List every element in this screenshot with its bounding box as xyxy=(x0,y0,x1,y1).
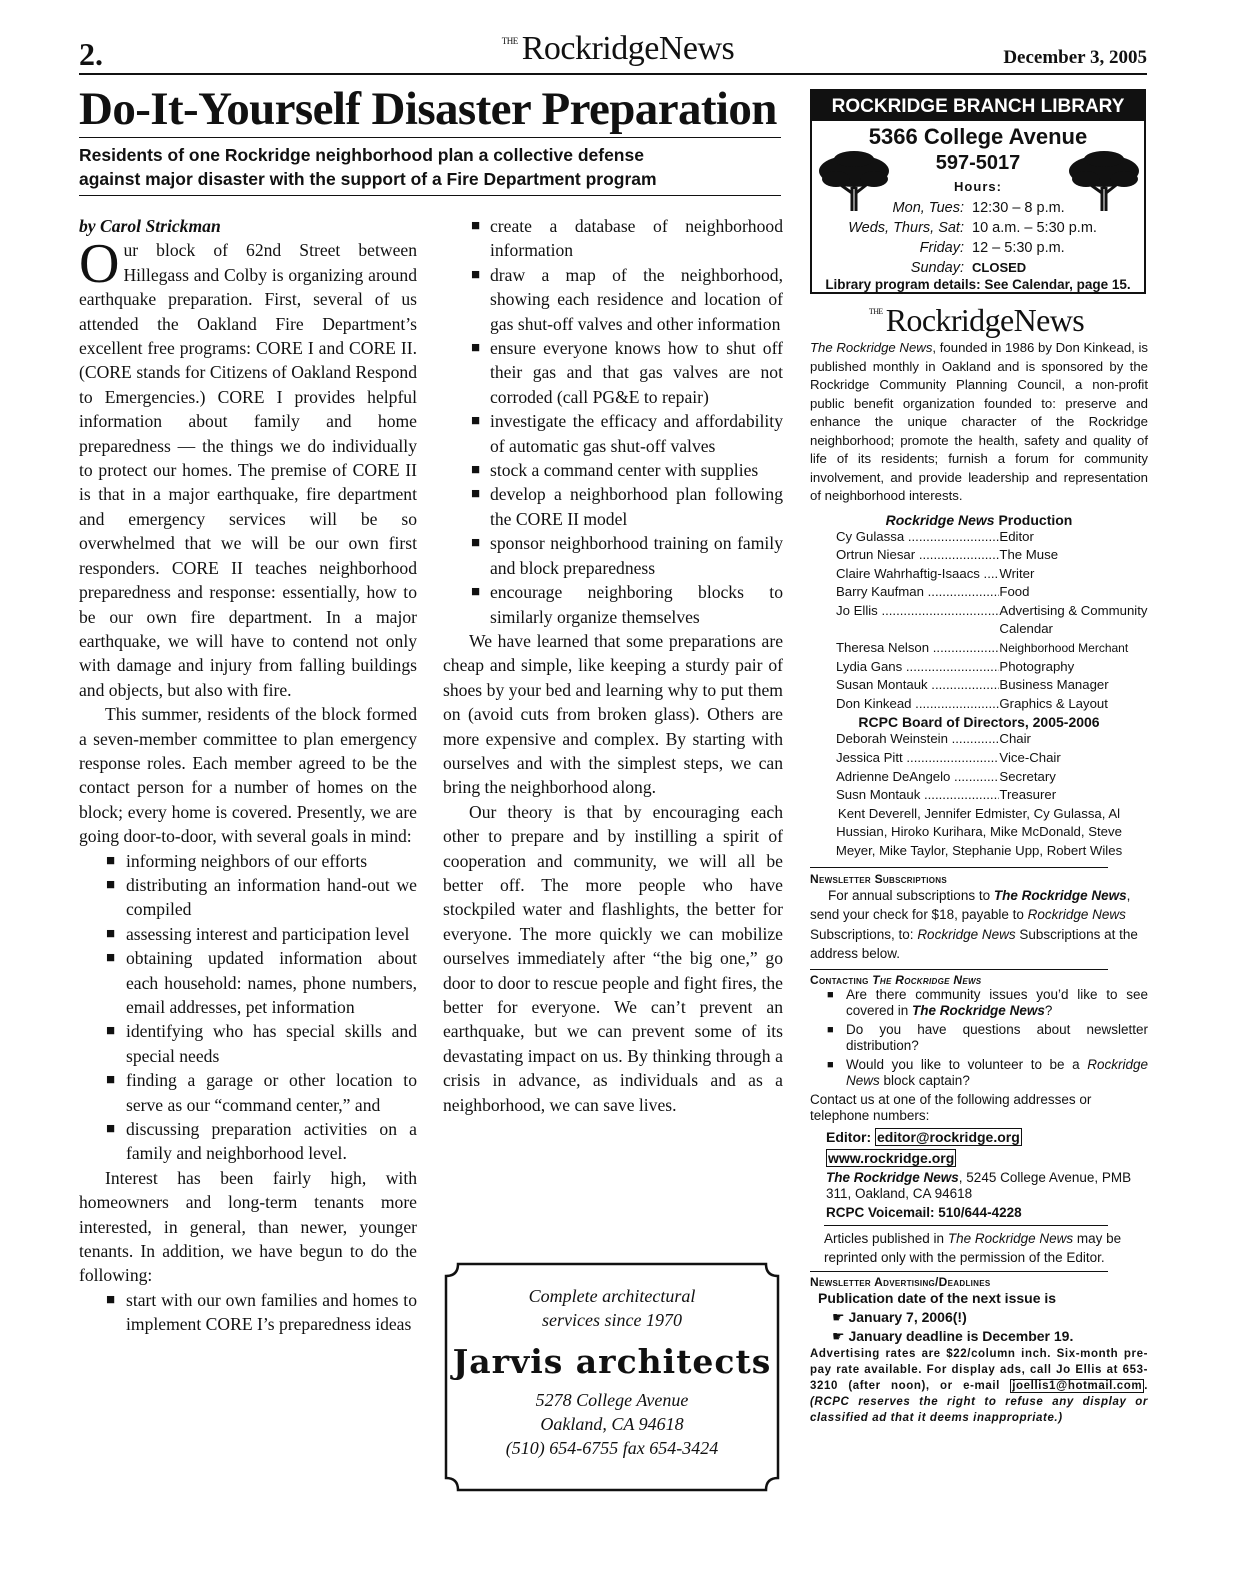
sidebar-masthead-the: THE xyxy=(868,307,883,316)
contact-line: Contact us at one of the following addresses or telephone numbers: xyxy=(810,1091,1092,1123)
pointing-hand-icon: ☛ xyxy=(832,1327,845,1344)
article-column-1 xyxy=(79,214,417,1337)
article-headline: Do-It-Yourself Disaster Preparation xyxy=(79,83,777,135)
list-item: ■ create a database of neighborhood information xyxy=(443,214,783,263)
issue-date: December 3, 2005 xyxy=(1003,47,1147,68)
contact-question: ■ Do you have questions about newsletter distribution? xyxy=(810,1022,1148,1054)
ad-address-1: 5278 College Avenue xyxy=(535,1390,689,1410)
staff-row xyxy=(836,639,1148,658)
about-text: , founded in 1986 by Don Kinkead, is published monthly in Oakland and is sponsored by the Rockridge Community Planning Council, a non-profit public benefit organization founded to: preserve and enhance the unique character of the Rockridge neighborhood; promote the health, safety and quality of life of its residents; furnish a forum for community involvement, and provide leadership and representation of neighborhood interests. xyxy=(810,340,1149,503)
staff-name: Barry Kaufman xyxy=(836,584,924,600)
staff-role: Photography xyxy=(999,658,1075,674)
staff-name: Cy Gulassa xyxy=(836,528,905,544)
library-box xyxy=(810,89,1146,294)
contacting-heading-a: Contacting xyxy=(810,972,873,987)
board-heading: RCPC Board of Directors, 2005-2006 xyxy=(858,714,1100,731)
list-item: ■ distributing an information hand-out we compiled xyxy=(79,873,417,922)
staff-row xyxy=(836,695,1148,714)
staff-role: Writer xyxy=(999,565,1035,581)
staff-name: Lydia Gans xyxy=(836,658,903,674)
staff-name: Jo Ellis xyxy=(836,602,878,618)
officer-name: Adrienne DeAngelo xyxy=(836,768,951,784)
mail-name: The Rockridge News xyxy=(826,1169,959,1185)
about-paragraph xyxy=(810,339,1148,506)
staff-row xyxy=(836,546,1148,565)
list-item: ■ start with our own families and homes to implement CORE I’s preparedness ideas xyxy=(79,1288,417,1337)
staff-role: Business Manager xyxy=(999,677,1109,693)
hours-days: Mon, Tues: xyxy=(892,200,964,216)
masthead xyxy=(470,30,770,68)
byline: by Carol Strickman xyxy=(79,216,221,236)
hours-time: 12 – 5:30 p.m. xyxy=(972,240,1065,256)
hours-days: Friday: xyxy=(919,240,964,256)
ad-tagline xyxy=(444,1284,780,1332)
next-issue-date: January 7, 2006(!) xyxy=(848,1308,967,1325)
officer-row xyxy=(836,749,1148,768)
list-item: ■ stock a command center with supplies xyxy=(443,458,783,482)
sub-text-3: , send your check for $18, payable to xyxy=(810,887,1131,923)
production-heading-rest: Production xyxy=(994,511,1073,528)
pub-date-line: Publication date of the next issue is xyxy=(818,1289,1057,1306)
staff-name: Don Kinkead xyxy=(836,695,912,711)
staff-role: Food xyxy=(999,584,1030,600)
library-program: Library program details: See Calendar, page 15. xyxy=(825,277,1131,292)
paragraph-5: Our theory is that by encouraging each other to prepare and by instilling a spirit of cooperation and community, we will all be better off. The more people who have stockpiled water and flashlights, the better for everyone. The more quickly we can mobilize ourselves immediately after “the big one,” go door to door to rescue people and fight fires, the better for everyone. We can’t prevent an earthquake, but we can prevent some of its devastating impact on us. By thinking through a crisis in advance, as individuals and as a neighborhood, we can save lives. xyxy=(443,801,783,1115)
sub-text-1: For annual subscriptions to xyxy=(828,887,994,903)
contact-question xyxy=(810,1057,1148,1089)
contact-question xyxy=(810,987,1148,1019)
editor-contact xyxy=(826,1128,1148,1147)
mail-address xyxy=(826,1170,1148,1202)
deck-top-rule xyxy=(79,137,781,138)
contacting-heading xyxy=(810,973,1148,987)
sidebar-masthead xyxy=(810,302,1146,339)
officer-row xyxy=(836,730,1148,749)
officer-role: Treasurer xyxy=(999,787,1057,803)
q1-pub: The Rockridge News xyxy=(912,1002,1045,1018)
hours-row xyxy=(812,238,1144,258)
hours-row xyxy=(812,198,1144,218)
about-pub-name: The Rockridge News xyxy=(810,340,933,355)
staff-role: Graphics & Layout xyxy=(999,695,1108,711)
officer-role: Secretary xyxy=(999,768,1056,784)
jarvis-architects-ad xyxy=(444,1262,780,1492)
actions-list-2 xyxy=(443,214,783,629)
list-item: ■ finding a garage or other location to serve as our “command center,” and xyxy=(79,1068,417,1117)
staff-role: The Muse xyxy=(999,547,1059,563)
sidebar-masthead-name: RockridgeNews xyxy=(885,302,1085,338)
sub-text-5: Subscriptions, to: xyxy=(810,926,918,942)
reserve-text: (RCPC reserves the right to refuse any display or classified ad that it deems inappropriate.) xyxy=(810,1395,1148,1424)
deadline-text: January deadline is December 19. xyxy=(848,1327,1074,1344)
list-item: ■ assessing interest and participation level xyxy=(79,922,417,946)
staff-row xyxy=(836,583,1148,602)
deck-bottom-rule xyxy=(79,195,781,196)
rates-text: Advertising rates are $22/column inch. Six-month pre-pay rate available. For display ads, call Jo Ellis at 653-3210 (after noon), or e-mail xyxy=(810,1347,1148,1392)
hours-time: CLOSED xyxy=(972,260,1027,275)
officer-name: Jessica Pitt xyxy=(836,750,903,766)
officer-role: Chair xyxy=(999,731,1031,747)
library-title: ROCKRIDGE BRANCH LIBRARY xyxy=(812,91,1144,121)
officer-row xyxy=(836,786,1148,805)
ad-phone: (510) 654-6755 fax 654-3424 xyxy=(505,1438,719,1458)
staff-role: Neighborhood Merchant xyxy=(999,641,1129,656)
ad-address-2: Oakland, CA 94618 xyxy=(540,1414,684,1434)
hours-row xyxy=(812,258,1144,278)
hours-days: Sunday: xyxy=(910,260,964,276)
list-item: ■ informing neighbors of our efforts xyxy=(79,849,417,873)
sub-text-2: The Rockridge News xyxy=(993,887,1127,903)
list-item: ■ ensure everyone knows how to shut off their gas and that gas valves are not corroded (call PG&E to repair) xyxy=(443,336,783,409)
actions-list-1 xyxy=(79,1288,417,1337)
goals-list xyxy=(79,849,417,1166)
website-link[interactable]: www.rockridge.org xyxy=(828,1149,955,1166)
advertising-rates xyxy=(810,1346,1148,1426)
issue-date-row xyxy=(832,1308,1148,1327)
masthead-the: THE xyxy=(501,36,518,46)
paragraph-1-text: ur block of 62nd Street between Hillegass and Colby is organizing around earthquake preparation. First, several of us attended the Oakland Fire Department’s excellent free programs: CORE I and CORE II. (CORE stands for Citizens of Oakland Respond to Emergencies.) CORE I provides helpful information about family and home preparedness — the things we do individually to protect our homes. The premise of CORE II is that in a major earthquake, fire department and emergency services will be so overwhelmed that we will be our own first responders. CORE II teaches neighborhood preparedness and response: essentially, how to be our own fire department. In a major earthquake, we will have to contend not only with damage and injury from falling buildings and objects, but also with fire. xyxy=(79,240,417,700)
list-item: ■ encourage neighboring blocks to similarly organize themselves xyxy=(443,580,783,629)
ad-email-link[interactable]: joellis1@hotmail.com xyxy=(1012,1379,1143,1392)
staff-row xyxy=(836,528,1148,547)
list-item: ■ discussing preparation activities on a family and neighborhood level. xyxy=(79,1117,417,1166)
article-deck xyxy=(79,143,789,191)
deck-line-1: Residents of one Rockridge neighborhood plan a collective defense xyxy=(79,145,644,165)
staff-row xyxy=(836,658,1148,677)
officer-role: Vice-Chair xyxy=(999,750,1061,766)
officer-name: Susn Montauk xyxy=(836,787,921,803)
ad-tagline-1: Complete architectural xyxy=(528,1286,696,1306)
staff-name: Ortrun Niesar xyxy=(836,547,916,563)
mail-address-text: , 5245 College Avenue, PMB 311, Oakland, CA 94618 xyxy=(826,1169,1132,1201)
list-item: ■ identifying who has special skills and special needs xyxy=(79,1019,417,1068)
ad-address xyxy=(444,1388,780,1460)
list-item: ■ draw a map of the neighborhood, showing each residence and location of gas shut-off valves and other information xyxy=(443,263,783,336)
contacting-heading-b: The Rockridge News xyxy=(872,972,982,987)
hours-time: 12:30 – 8 p.m. xyxy=(972,200,1065,216)
list-item: ■ develop a neighborhood plan following the CORE II model xyxy=(443,482,783,531)
advertising-heading: Newsletter Advertising/Deadlines xyxy=(810,1274,991,1289)
editor-label: Editor: xyxy=(826,1128,875,1145)
production-staff xyxy=(836,528,1148,714)
pointing-hand-icon: ☛ xyxy=(832,1308,845,1325)
divider xyxy=(824,1225,1108,1226)
reprint-a: Articles published in xyxy=(824,1230,948,1246)
q1-end: ? xyxy=(1044,1002,1053,1018)
reprint-b: The Rockridge News xyxy=(947,1230,1074,1246)
production-heading xyxy=(810,512,1148,528)
divider xyxy=(810,969,1108,970)
library-address: 5366 College Avenue xyxy=(868,124,1088,149)
paragraph-2: This summer, residents of the block formed a seven-member committee to plan emergency response roles. Each member agreed to be the contact person for a number of homes on the block; every home is covered. Presently, we are going door-to-door, with several goals in mind: xyxy=(79,704,417,847)
sidebar-content xyxy=(810,339,1148,1426)
staff-role: Advertising & Community Calendar xyxy=(999,602,1148,637)
staff-role: Editor xyxy=(999,528,1034,544)
editor-email-link[interactable]: editor@rockridge.org xyxy=(877,1128,1020,1145)
voicemail: RCPC Voicemail: 510/644-4228 xyxy=(826,1204,1022,1220)
staff-name: Theresa Nelson xyxy=(836,640,930,656)
q1-text: Are there community issues you’d like to see covered in xyxy=(846,986,1148,1018)
officer-name: Deborah Weinstein xyxy=(836,731,948,747)
board-members: Kent Deverell, Jennifer Edmister, Cy Gulassa, Al Hussian, Hiroko Kurihara, Mike McDonald, Steve Meyer, Mike Taylor, Stephanie Upp, Robert Wiles xyxy=(835,805,1123,858)
header-rule xyxy=(79,73,1147,75)
reprint-notice xyxy=(824,1229,1148,1267)
paragraph-4: We have learned that some preparations are cheap and simple, like keeping a sturdy pair of shoes by your bed and learning why to put them on (avoid cuts from broken glass). Others are more expensive and complex. By starting with ourselves and with the simplest steps, we can bring the neighborhood along. xyxy=(443,630,783,798)
ad-tagline-2: services since 1970 xyxy=(542,1310,682,1330)
article-column-2 xyxy=(443,214,783,1117)
hours-row xyxy=(812,218,1144,238)
staff-row xyxy=(836,602,1148,639)
q3-text: Would you like to volunteer to be a xyxy=(846,1056,1088,1072)
divider xyxy=(810,867,1108,868)
library-hours xyxy=(812,198,1144,278)
website-row xyxy=(826,1149,1148,1168)
q3-end: block captain? xyxy=(879,1072,970,1088)
reprint-c: may be reprinted only with the permission of the Editor. xyxy=(824,1230,1122,1265)
sub-text-4: Rockridge News xyxy=(1027,907,1126,923)
masthead-name: RockridgeNews xyxy=(521,30,735,67)
contact-details xyxy=(826,1128,1148,1222)
divider xyxy=(810,1271,1108,1272)
paragraph-3: Interest has been fairly high, with homeowners and long-term tenants more interested, in general, than newer, younger tenants. In addition, we have begun to do the following: xyxy=(79,1167,417,1286)
subscriptions-text xyxy=(810,886,1148,964)
library-hours-label: Hours: xyxy=(954,179,1002,194)
staff-name: Claire Wahrhaftig-Isaacs xyxy=(836,565,980,581)
hours-days: Weds, Thurs, Sat: xyxy=(848,220,964,236)
list-item: ■ obtaining updated information about each household: names, phone numbers, email addresses, pet information xyxy=(79,946,417,1019)
list-item: ■ investigate the efficacy and affordability of automatic gas shut-off valves xyxy=(443,409,783,458)
staff-row xyxy=(836,676,1148,695)
staff-row xyxy=(836,565,1148,584)
hours-time: 10 a.m. – 5:30 p.m. xyxy=(972,220,1097,236)
after-email: . xyxy=(1144,1379,1148,1392)
deck-line-2: against major disaster with the support of a Fire Department program xyxy=(79,169,657,189)
q3-pub: Rockridge News xyxy=(846,1056,1148,1088)
deadline-row xyxy=(832,1327,1148,1346)
library-phone: 597-5017 xyxy=(935,152,1021,174)
list-item: ■ sponsor neighborhood training on family and block preparedness xyxy=(443,531,783,580)
ad-logo: Jarvis architects xyxy=(452,1342,772,1381)
subscriptions-heading: Newsletter Subscriptions xyxy=(810,871,947,886)
production-heading-italic: Rockridge News xyxy=(885,511,995,528)
page-number: 2. xyxy=(79,36,103,72)
sub-text-7: Subscriptions at the address below. xyxy=(810,926,1138,962)
drop-cap: O xyxy=(79,233,120,296)
paragraph-1 xyxy=(79,233,417,702)
sub-text-6: Rockridge News xyxy=(917,926,1016,942)
staff-name: Susan Montauk xyxy=(836,677,928,693)
officer-row xyxy=(836,768,1148,787)
board-officers xyxy=(836,730,1148,804)
